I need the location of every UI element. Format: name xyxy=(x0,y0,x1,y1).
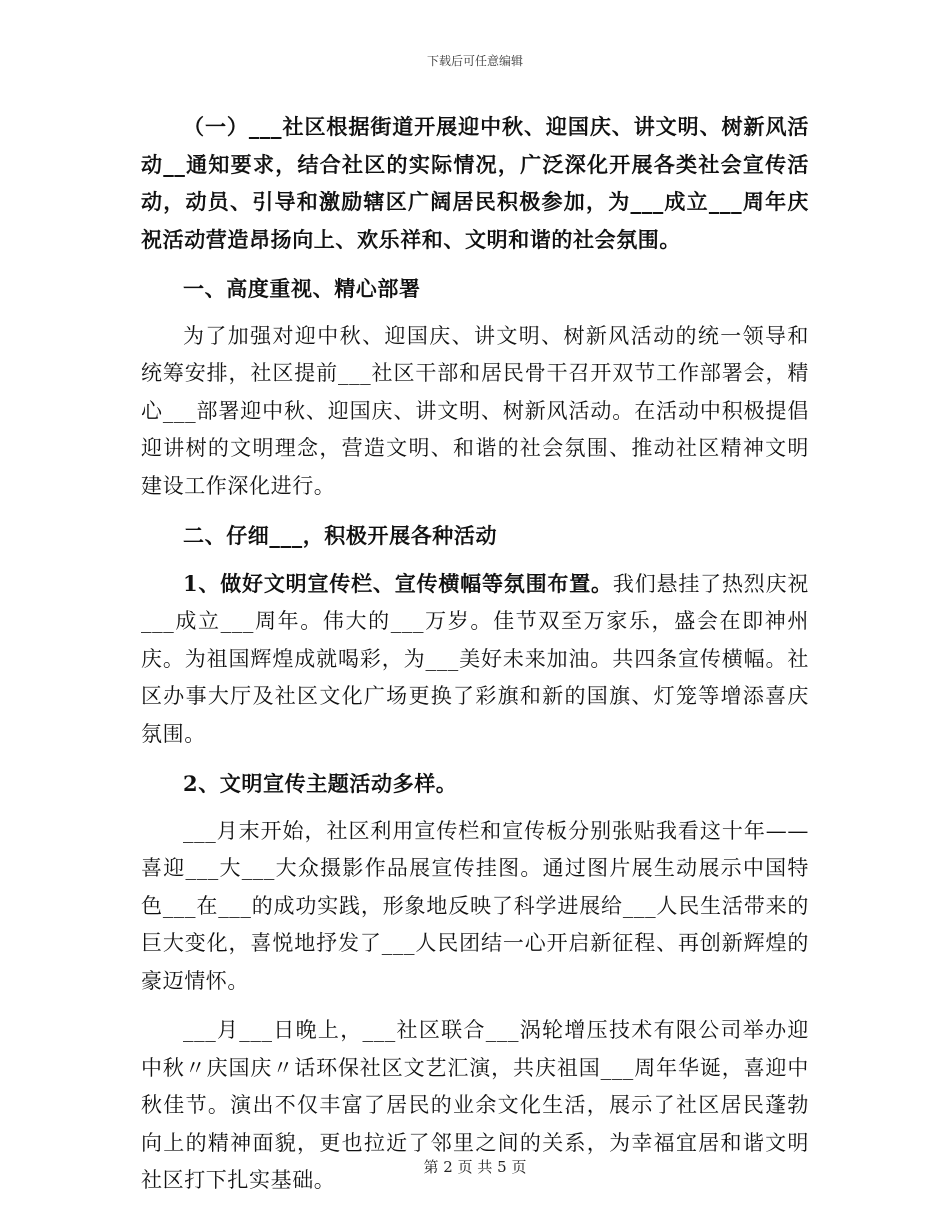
item-1-lead: 1、做好文明宣传栏、宣传横幅等氛围布置。 xyxy=(183,570,613,596)
page-header-note: 下载后可任意编辑 xyxy=(426,54,523,68)
section-heading-2: 二、仔细___，积极开展各种活动 xyxy=(183,523,498,548)
activity-paragraph-a: ___月末开始，社区利用宣传栏和宣传板分别张贴我看这十年——喜迎___大___大众摄影作品展宣传挂图。通过图片展生动展示中国特色___在___的成功实践，形象地反映了科学进展给___人民生活带来的巨大变化，喜悦地抒发了___人民团结一心开启新征程、再创新辉煌的豪迈情怀。 xyxy=(141,818,809,993)
item-1-paragraph xyxy=(141,565,809,754)
page-number: 第 2 页 共 5 页 xyxy=(423,1158,527,1176)
section-heading-1: 一、高度重视、精心部署 xyxy=(183,276,421,301)
section-1-paragraph: 为了加强对迎中秋、迎国庆、讲文明、树新风活动的统一领导和统筹安排，社区提前___社区干部和居民骨干召开双节工作部署会，精心___部署迎中秋、迎国庆、讲文明、树新风活动。在活动中积极提倡迎讲树的文明理念，营造文明、和谐的社会氛围、推动社区精神文明建设工作深化进行。 xyxy=(141,323,809,498)
intro-paragraph: （一）___社区根据街道开展迎中秋、迎国庆、讲文明、树新风活动__通知要求，结合社区的实际情况，广泛深化开展各类社会宣传活动，动员、引导和激励辖区广阔居民积极参加，为___成立___周年庆祝活动营造昂扬向上、欢乐祥和、文明和谐的社会氛围。 xyxy=(141,114,809,252)
document-body xyxy=(141,108,809,1200)
item-2-heading: 2、文明宣传主题活动多样。 xyxy=(183,771,458,796)
item-1-text: 我们悬挂了热烈庆祝___成立___周年。伟大的___万岁。佳节双至万家乐，盛会在即神州庆。为祖国辉煌成就喝彩，为___美好未来加油。共四条宣传横幅。社区办事大厅及社区文化广场更换了彩旗和新的国旗、灯笼等增添喜庆氛围。 xyxy=(141,571,809,746)
activity-paragraph-b: ___月___日晚上，___社区联合___涡轮增压技术有限公司举办迎中秋〃庆国庆〃话环保社区文艺汇演，共庆祖国___周年华诞，喜迎中秋佳节。演出不仅丰富了居民的业余文化生活，展示了社区居民蓬勃向上的精神面貌，更也拉近了邻里之间的关系，为幸福宜居和谐文明社区打下扎实基础。 xyxy=(141,1018,809,1192)
